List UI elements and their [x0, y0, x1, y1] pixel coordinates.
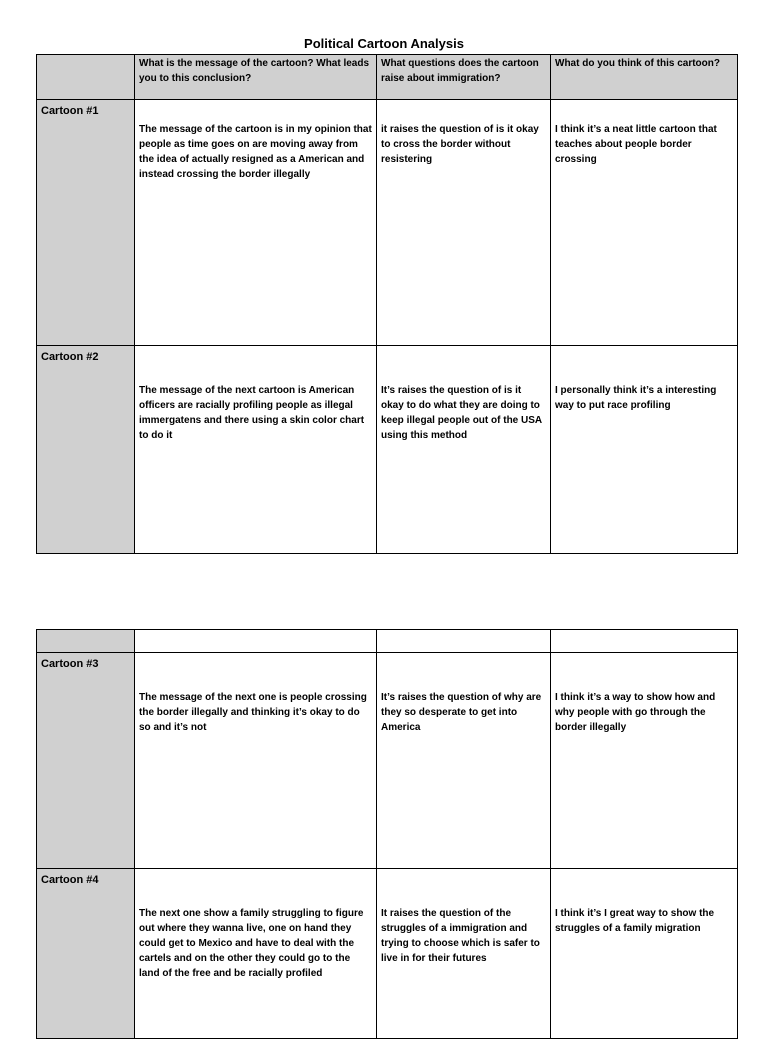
header-questions-text: What questions does the cartoon raise about immigration?	[381, 58, 539, 84]
opinion-answer: I think it’s a way to show how and why people with go through the border illegally	[555, 692, 716, 733]
questions-answer: It’s raises the question of why are they so desperate to get into America	[381, 692, 542, 733]
questions-cell	[377, 346, 551, 554]
header-cell-label	[37, 55, 135, 100]
questions-cell	[377, 653, 551, 869]
message-cell	[135, 100, 377, 346]
opinion-cell	[551, 100, 738, 346]
message-cell	[135, 346, 377, 554]
message-answer: The message of the next cartoon is American officers are racially profiling people as illegal immergatens and there using a skin color chart to do it	[139, 385, 365, 441]
message-cell	[135, 653, 377, 869]
questions-answer: it raises the question of is it okay to cross the border without resistering	[381, 124, 539, 165]
questions-cell	[377, 869, 551, 1039]
message-answer: The message of the next one is people crossing the border illegally and thinking it’s okay to do so and it’s not	[139, 692, 367, 733]
blank-header-cell	[135, 630, 377, 653]
row-label: Cartoon #2	[41, 351, 99, 363]
message-answer: The next one show a family struggling to figure out where they wanna live, one on hand they could get to Mexico and have to deal with the cartels and on the other they could go to the land of the free and be racially profiled	[139, 908, 364, 979]
header-label-text	[37, 55, 134, 56]
table-row-cartoon-1	[37, 100, 738, 346]
blank-header-cell	[377, 630, 551, 653]
row-label-cell	[37, 869, 135, 1039]
analysis-table-top	[36, 54, 738, 554]
analysis-table-bottom	[36, 629, 738, 1039]
page-title: Political Cartoon Analysis	[304, 36, 464, 51]
table-row-cartoon-4	[37, 869, 738, 1039]
opinion-answer: I personally think it’s a interesting way to put race profiling	[555, 385, 717, 411]
opinion-cell	[551, 653, 738, 869]
row-label: Cartoon #4	[41, 874, 99, 886]
opinion-answer: I think it’s I great way to show the struggles of a family migration	[555, 908, 715, 934]
questions-answer: It raises the question of the struggles of a immigration and trying to choose which is safer to live in for their futures	[381, 908, 540, 964]
opinion-cell	[551, 869, 738, 1039]
header-cell-questions	[377, 55, 551, 100]
message-answer: The message of the cartoon is in my opinion that people as time goes on are moving away from the idea of actually resigned as a American and instead crossing the border illegally	[139, 124, 372, 180]
row-label-cell	[37, 346, 135, 554]
blank-header-cell	[37, 630, 135, 653]
questions-cell	[377, 100, 551, 346]
row-label: Cartoon #3	[41, 658, 99, 670]
header-cell-message	[135, 55, 377, 100]
header-message-text: What is the message of the cartoon? What leads you to this conclusion?	[139, 58, 370, 84]
blank-header-cell	[551, 630, 738, 653]
row-label: Cartoon #1	[41, 105, 99, 117]
row-label-cell	[37, 100, 135, 346]
opinion-answer: I think it’s a neat little cartoon that teaches about people border crossing	[555, 124, 717, 165]
header-row	[37, 55, 738, 100]
blank-header-row	[37, 630, 738, 653]
row-label-cell	[37, 653, 135, 869]
questions-answer: It’s raises the question of is it okay to do what they are doing to keep illegal people out of the USA using this method	[381, 385, 542, 441]
header-cell-opinion	[551, 55, 738, 100]
table-row-cartoon-3	[37, 653, 738, 869]
table-row-cartoon-2	[37, 346, 738, 554]
header-opinion-text: What do you think of this cartoon?	[555, 58, 720, 69]
opinion-cell	[551, 346, 738, 554]
message-cell	[135, 869, 377, 1039]
